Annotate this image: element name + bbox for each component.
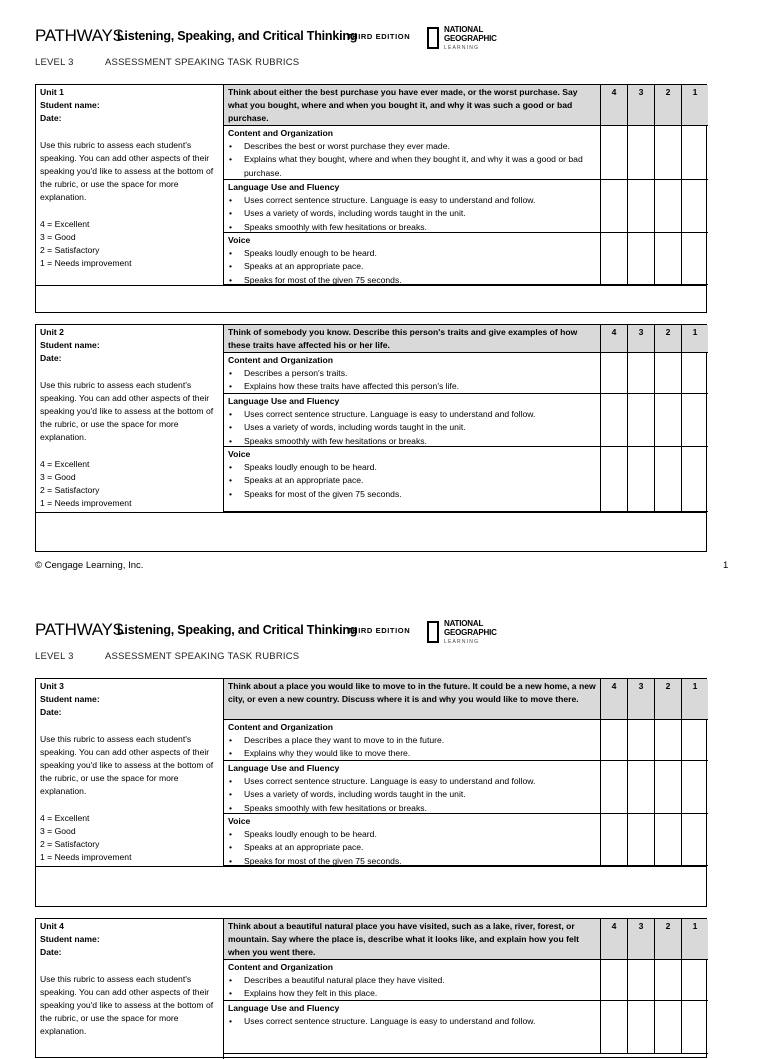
task-prompt: Think about a beautiful natural place you have visited, such as a lake, river, forest, or mountain. Say where the place is, describe what it looks like, and explain how you felt when you went there. bbox=[224, 919, 601, 959]
score-cell[interactable] bbox=[628, 720, 655, 760]
score-cell[interactable] bbox=[628, 394, 655, 446]
score-scale: 4 = Excellent 3 = Good 2 = Satisfactory 1 = Needs improvement bbox=[40, 812, 132, 863]
score-cell[interactable] bbox=[601, 814, 628, 865]
content-row: Content and Organization • Describes a place they want to move to in the future. • Explains why they would like to move there. bbox=[224, 720, 708, 761]
score-cell[interactable] bbox=[655, 233, 682, 284]
date-label: Date: bbox=[40, 947, 62, 958]
instructions: Use this rubric to assess each student's speaking. You can add other aspects of their speaking you'd like to assess at the bottom of the rubric, or use the space for more explanation. bbox=[40, 733, 214, 797]
content-row: Content and Organization • Describes the best or worst purchase they ever made. • Explains what they bought, where and when they bought it, and why it was a good or bad purchase. bbox=[224, 126, 708, 180]
language-row: Language Use and Fluency • Uses correct sentence structure. Language is easy to understand and follow. bbox=[224, 1001, 708, 1054]
score-cell[interactable] bbox=[628, 353, 655, 393]
score-cell[interactable] bbox=[682, 960, 708, 1000]
doc-title: ASSESSMENT SPEAKING TASK RUBRICS bbox=[105, 57, 300, 68]
student-name-label: Student name: bbox=[40, 694, 100, 705]
instructions: Use this rubric to assess each student's speaking. You can add other aspects of their speaking you'd like to assess at the bottom of the rubric, or use the space for more explanation. bbox=[40, 139, 214, 203]
score-cell[interactable] bbox=[655, 814, 682, 865]
logo-line-1: NATIONAL bbox=[444, 25, 484, 34]
score-cell[interactable] bbox=[601, 180, 628, 232]
voice-row: Voice • Speaks loudly enough to be heard. • Speaks at an appropriate pace. • Speaks for most of the given 75 seconds. bbox=[224, 447, 708, 512]
score-cell[interactable] bbox=[655, 126, 682, 179]
logo-line-3: LEARNING bbox=[444, 45, 480, 51]
score-cell[interactable] bbox=[682, 814, 708, 865]
page-number: 1 bbox=[723, 560, 729, 571]
score-cell[interactable] bbox=[682, 126, 708, 179]
yellow-border-icon bbox=[427, 621, 439, 643]
score-cell[interactable] bbox=[682, 720, 708, 760]
score-header-4: 4 bbox=[601, 85, 628, 125]
score-cell[interactable] bbox=[655, 353, 682, 393]
score-header-2: 2 bbox=[655, 325, 682, 352]
score-cell[interactable] bbox=[601, 447, 628, 511]
category-content: Content and Organization bbox=[228, 128, 334, 138]
score-header-1: 1 bbox=[692, 327, 698, 337]
score-header-3: 3 bbox=[628, 919, 655, 959]
rubric-unit-3 bbox=[35, 678, 707, 907]
prompt-row bbox=[224, 919, 708, 960]
category-voice: Voice bbox=[228, 235, 251, 245]
logo-line-2: GEOGRAPHIC bbox=[444, 33, 497, 43]
category-language: Language Use and Fluency bbox=[228, 1003, 340, 1013]
score-header-2: 2 bbox=[655, 85, 682, 125]
score-header-3: 3 bbox=[628, 325, 655, 352]
score-cell[interactable] bbox=[628, 1001, 655, 1053]
national-geographic-logo bbox=[427, 620, 507, 650]
prompt-row bbox=[224, 325, 708, 353]
unit-label: Unit 4 bbox=[40, 921, 64, 931]
score-cell[interactable] bbox=[628, 233, 655, 284]
score-cell[interactable] bbox=[601, 1001, 628, 1053]
score-cell[interactable] bbox=[628, 814, 655, 865]
voice-row: Voice • Speaks loudly enough to be heard. • Speaks at an appropriate pace. • Speaks for most of the given 75 seconds. bbox=[224, 814, 708, 866]
prompt-row bbox=[224, 85, 708, 126]
task-prompt: Think about a place you would like to move to in the future. It could be a new home, a new city, or even a new country. Discuss where it is and why you would like to move there. bbox=[224, 679, 601, 719]
score-cell[interactable] bbox=[601, 126, 628, 179]
score-cell[interactable] bbox=[682, 353, 708, 393]
score-header-3: 3 bbox=[628, 679, 655, 719]
score-cell[interactable] bbox=[655, 447, 682, 511]
score-header-1: 1 bbox=[692, 921, 698, 931]
score-cell[interactable] bbox=[628, 447, 655, 511]
score-cell[interactable] bbox=[655, 180, 682, 232]
score-cell[interactable] bbox=[682, 180, 708, 232]
student-name-label: Student name: bbox=[40, 934, 100, 945]
score-cell[interactable] bbox=[682, 233, 708, 284]
score-cell[interactable] bbox=[601, 960, 628, 1000]
score-cell[interactable] bbox=[655, 720, 682, 760]
score-cell[interactable] bbox=[682, 1001, 708, 1053]
national-geographic-logo bbox=[427, 26, 507, 56]
score-cell[interactable] bbox=[628, 761, 655, 813]
book-subtitle: Listening, Speaking, and Critical Thinking bbox=[117, 29, 358, 43]
content-row: Content and Organization • Describes a beautiful natural place they have visited. • Explains how they felt in this place. bbox=[224, 960, 708, 1001]
score-cell[interactable] bbox=[628, 180, 655, 232]
prompt-row bbox=[224, 679, 708, 720]
unit-label: Unit 1 bbox=[40, 87, 64, 97]
score-header-2: 2 bbox=[655, 919, 682, 959]
score-header-2: 2 bbox=[655, 679, 682, 719]
task-prompt: Think of somebody you know. Describe this person's traits and give examples of how these traits have affected his or her life. bbox=[224, 325, 601, 352]
voice-row: Voice • Speaks loudly enough to be heard. • Speaks at an appropriate pace. • Speaks for most of the given 75 seconds. bbox=[224, 233, 708, 285]
score-cell[interactable] bbox=[601, 720, 628, 760]
level-line bbox=[35, 57, 300, 68]
score-header-1: 1 bbox=[692, 681, 698, 691]
category-language: Language Use and Fluency bbox=[228, 763, 340, 773]
score-scale: 4 = Excellent 3 = Good 2 = Satisfactory 1 = Needs improvement bbox=[40, 218, 132, 269]
yellow-border-icon bbox=[427, 27, 439, 49]
score-cell[interactable] bbox=[601, 353, 628, 393]
language-row: Language Use and Fluency • Uses correct sentence structure. Language is easy to understand and follow. • Uses a variety of words, including words taught in the unit. • Speaks smoothly with few hesitations or breaks. bbox=[224, 180, 708, 233]
brand-title: PATHWAYS bbox=[35, 620, 124, 639]
logo-line-3: LEARNING bbox=[444, 639, 480, 645]
edition-label: THIRD EDITION bbox=[347, 626, 411, 635]
rubric-unit-1 bbox=[35, 84, 707, 313]
unit-label: Unit 3 bbox=[40, 681, 64, 691]
level-line bbox=[35, 651, 300, 662]
category-content: Content and Organization bbox=[228, 962, 334, 972]
notes-area[interactable] bbox=[36, 866, 706, 907]
score-scale: 4 = Excellent 3 = Good 2 = Satisfactory 1 = Needs improvement bbox=[40, 458, 132, 509]
unit-label: Unit 2 bbox=[40, 327, 64, 337]
category-language: Language Use and Fluency bbox=[228, 182, 340, 192]
score-header-3: 3 bbox=[628, 85, 655, 125]
rubric-unit-4 bbox=[35, 918, 707, 1058]
score-cell[interactable] bbox=[655, 761, 682, 813]
score-cell[interactable] bbox=[682, 761, 708, 813]
category-voice: Voice bbox=[228, 449, 251, 459]
category-voice: Voice bbox=[228, 816, 251, 826]
doc-title: ASSESSMENT SPEAKING TASK RUBRICS bbox=[105, 651, 300, 662]
student-info-cell bbox=[36, 85, 224, 285]
instructions: Use this rubric to assess each student's speaking. You can add other aspects of their speaking you'd like to assess at the bottom of the rubric, or use the space for more explanation. bbox=[40, 379, 214, 443]
copyright: © Cengage Learning, Inc. bbox=[35, 560, 144, 571]
score-header-4: 4 bbox=[601, 919, 628, 959]
score-cell[interactable] bbox=[682, 447, 708, 511]
score-cell[interactable] bbox=[601, 394, 628, 446]
score-cell[interactable] bbox=[682, 394, 708, 446]
category-content: Content and Organization bbox=[228, 355, 334, 365]
page-header bbox=[35, 26, 735, 56]
brand-title: PATHWAYS bbox=[35, 26, 124, 45]
student-info-cell bbox=[36, 679, 224, 866]
logo-line-2: GEOGRAPHIC bbox=[444, 627, 497, 637]
logo-line-1: NATIONAL bbox=[444, 619, 484, 628]
student-info-cell bbox=[36, 919, 224, 1059]
instructions: Use this rubric to assess each student's speaking. You can add other aspects of their speaking you'd like to assess at the bottom of the rubric, or use the space for more explanation. bbox=[40, 973, 214, 1037]
score-header-4: 4 bbox=[601, 325, 628, 352]
language-row: Language Use and Fluency • Uses correct sentence structure. Language is easy to understand and follow. • Uses a variety of words, including words taught in the unit. • Speaks smoothly with few hesitations or breaks. bbox=[224, 761, 708, 814]
score-header-4: 4 bbox=[601, 679, 628, 719]
score-cell[interactable] bbox=[601, 233, 628, 284]
book-subtitle: Listening, Speaking, and Critical Thinking bbox=[117, 623, 358, 637]
category-language: Language Use and Fluency bbox=[228, 396, 340, 406]
notes-area[interactable] bbox=[36, 285, 706, 313]
page-header bbox=[35, 620, 735, 650]
date-label: Date: bbox=[40, 353, 62, 364]
student-info-cell bbox=[36, 325, 224, 512]
edition-label: THIRD EDITION bbox=[347, 32, 411, 41]
date-label: Date: bbox=[40, 707, 62, 718]
content-row: Content and Organization • Describes a person's traits. • Explains how these traits have affected this person's life. bbox=[224, 353, 708, 394]
level-label: LEVEL 3 bbox=[35, 651, 74, 662]
rubric-unit-2 bbox=[35, 324, 707, 552]
score-cell[interactable] bbox=[628, 126, 655, 179]
category-content: Content and Organization bbox=[228, 722, 334, 732]
student-name-label: Student name: bbox=[40, 340, 100, 351]
score-header-1: 1 bbox=[692, 87, 698, 97]
score-cell[interactable] bbox=[628, 960, 655, 1000]
score-cell[interactable] bbox=[655, 394, 682, 446]
score-cell[interactable] bbox=[655, 1001, 682, 1053]
notes-area[interactable] bbox=[36, 512, 706, 552]
level-label: LEVEL 3 bbox=[35, 57, 74, 68]
score-cell[interactable] bbox=[601, 761, 628, 813]
score-cell[interactable] bbox=[655, 960, 682, 1000]
language-row: Language Use and Fluency • Uses correct sentence structure. Language is easy to understand and follow. • Uses a variety of words, including words taught in the unit. • Speaks smoothly with few hesitations or breaks. bbox=[224, 394, 708, 447]
date-label: Date: bbox=[40, 113, 62, 124]
student-name-label: Student name: bbox=[40, 100, 100, 111]
task-prompt: Think about either the best purchase you have ever made, or the worst purchase. Say what you bought, where and when you bought it, and why it was such a good or bad purchase. bbox=[224, 85, 601, 125]
